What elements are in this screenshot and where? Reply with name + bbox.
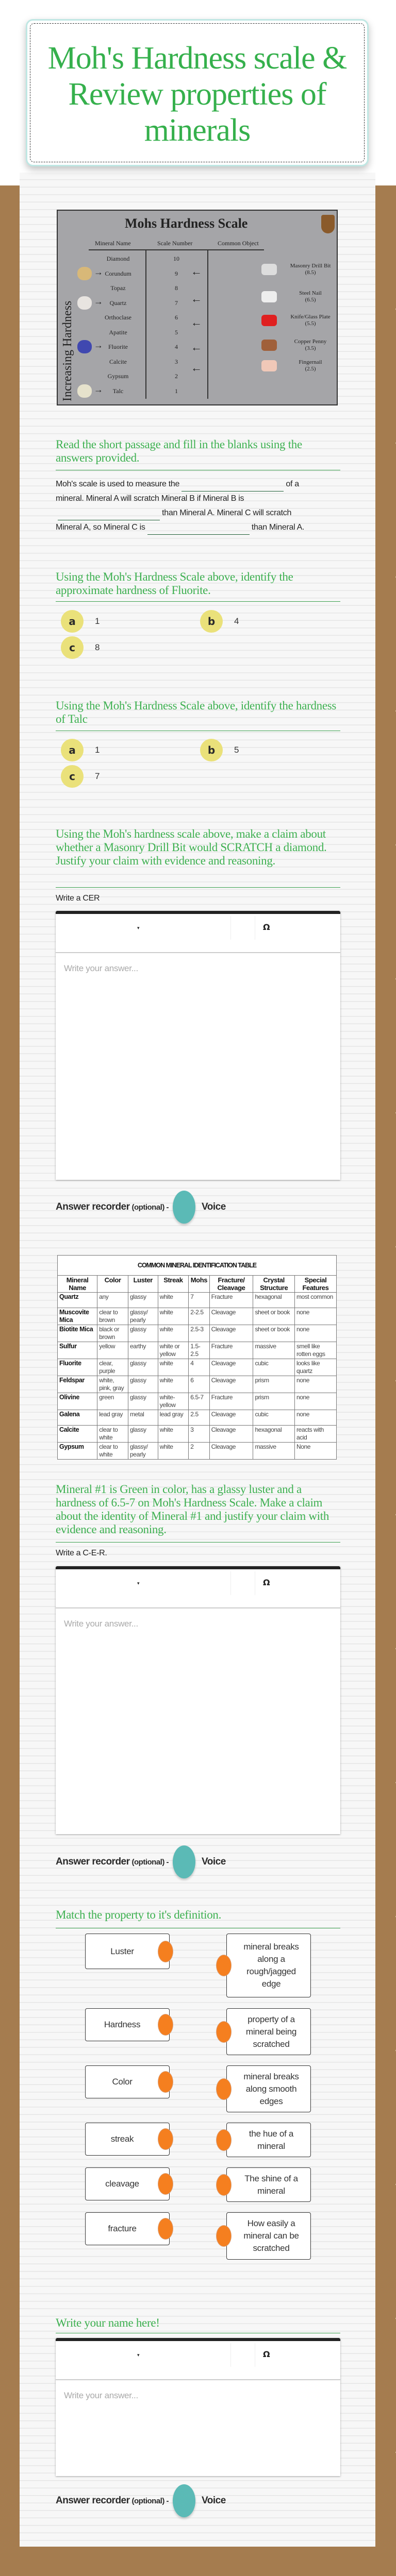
record-button[interactable]	[173, 1845, 195, 1878]
match-connector-right[interactable]	[216, 2129, 232, 2151]
table-cell: earthy	[128, 1342, 158, 1359]
table-title: COMMON MINERAL IDENTIFICATION TABLE	[58, 1256, 337, 1276]
recorder-label: Answer recorder	[56, 1856, 130, 1867]
table-row	[58, 1443, 337, 1460]
table-cell: Cleavage	[209, 1410, 253, 1426]
table-cell: none	[294, 1308, 336, 1325]
mohs-title: Mohs Hardness Scale	[125, 216, 248, 231]
mohs-scale-number: 8	[175, 284, 178, 292]
recorder-optional: (optional) -	[131, 2496, 169, 2505]
table-cell: glassy	[128, 1376, 158, 1393]
heading-rule	[56, 601, 340, 602]
q3-heading: Using the Moh's Hardness Scale above, identify the hardness of Talc	[56, 699, 337, 725]
mohs-mineral-name: Gypsum	[107, 372, 129, 380]
mohs-mineral-name: Diamond	[106, 255, 130, 262]
table-cell: glassy/ pearly	[128, 1443, 158, 1460]
mineral-sample-image	[77, 384, 92, 398]
table-header: Mineral Name	[58, 1276, 97, 1293]
mohs-scale-image	[57, 210, 338, 405]
table-cell: Cleavage	[209, 1443, 253, 1460]
object-image	[261, 340, 277, 351]
voice-label: Voice	[202, 2495, 226, 2506]
mohs-scale-number: 6	[175, 314, 178, 321]
table-cell: Gypsum	[58, 1443, 97, 1460]
column-divider	[145, 249, 146, 399]
table-cell: Cleavage	[209, 1359, 253, 1376]
blank-3[interactable]	[147, 523, 250, 535]
answer-recorder-2	[56, 1845, 226, 1878]
table-cell: none	[294, 1393, 336, 1410]
table-header: Streak	[158, 1276, 189, 1293]
table-cell: Muscovite Mica	[58, 1308, 97, 1325]
answer-recorder-3	[56, 2484, 226, 2517]
mineral-sample-image	[77, 340, 92, 353]
table-cell: glassy/ pearly	[128, 1308, 158, 1325]
match-definition[interactable]: How easily a mineral can be scratched	[226, 2212, 311, 2260]
table-cell: Fluorite	[58, 1359, 97, 1376]
match-definition[interactable]: The shine of a mineral	[226, 2167, 311, 2202]
passage-text: Mineral A, so Mineral C is	[56, 523, 145, 532]
object-name: Masonry Drill Bit	[290, 263, 331, 269]
editor-toolbar	[56, 2341, 340, 2380]
common-object-label	[285, 338, 336, 352]
table-cell: white	[158, 1376, 189, 1393]
option-letter-badge: c	[61, 765, 84, 788]
voice-label: Voice	[202, 1856, 226, 1867]
table-cell: Sulfur	[58, 1342, 97, 1359]
object-image	[261, 315, 277, 326]
recorder-optional: (optional) -	[131, 1202, 169, 1212]
passage-text: mineral. Mineral A will scratch Mineral B if Mineral B is	[56, 494, 244, 503]
table-cell: glassy	[128, 1293, 158, 1308]
editor-toolbar	[56, 914, 340, 953]
table-cell: Cleavage	[209, 1426, 253, 1443]
object-hardness: (3.5)	[305, 345, 316, 351]
mohs-mineral-name: Fluorite	[108, 343, 128, 350]
option-letter-badge: a	[61, 739, 84, 761]
table-cell: glassy	[128, 1359, 158, 1376]
table-cell: hexagonal	[253, 1293, 295, 1308]
table-header: Mohs	[189, 1276, 209, 1293]
column-divider	[207, 249, 208, 399]
table-cell: Fracture	[209, 1393, 253, 1410]
option-letter-badge: b	[200, 739, 223, 761]
table-row	[58, 1376, 337, 1393]
option-b[interactable]	[200, 610, 239, 633]
q5-heading: Mineral #1 is Green in color, has a glassy luster and a hardness of 6.5-7 on Moh's Hardness Scale. Make a claim about the identity of Mineral #1 and justify your claim with evidence and reasoning.	[56, 1483, 329, 1536]
mohs-scale-number: 2	[175, 372, 178, 380]
table-cell: none	[294, 1325, 336, 1342]
table-cell: white	[158, 1308, 189, 1325]
answer-recorder-1	[56, 1191, 226, 1224]
option-b[interactable]	[200, 739, 239, 761]
match-definition[interactable]: mineral breaks along smooth edges	[226, 2065, 311, 2112]
table-cell: massive	[253, 1443, 295, 1460]
match-connector-right[interactable]	[216, 2078, 232, 2100]
table-row	[58, 1293, 337, 1308]
table-cell: black or brown	[97, 1325, 128, 1342]
match-definition[interactable]: property of a mineral being scratched	[226, 2008, 311, 2055]
table-cell: Feldspar	[58, 1376, 97, 1393]
option-c[interactable]	[61, 636, 100, 659]
table-cell: 2.5-3	[189, 1325, 209, 1342]
object-image	[261, 360, 277, 371]
mohs-mineral-name: Topaz	[110, 284, 126, 292]
page-title: Moh's Hardness scale & Review properties of minerals	[47, 41, 347, 148]
table-cell: Quartz	[58, 1293, 97, 1308]
table-cell: clear to white	[97, 1443, 128, 1460]
table-row	[58, 1426, 337, 1443]
option-text: 1	[95, 616, 100, 626]
header-scale: Scale Number	[157, 240, 193, 247]
common-object-label	[285, 314, 336, 327]
common-object-label	[285, 290, 336, 303]
arrow-left-icon: ←	[191, 316, 202, 329]
table-cell: cubic	[253, 1359, 295, 1376]
table-cell: reacts with acid	[294, 1426, 336, 1443]
match-connector-left[interactable]	[158, 2071, 173, 2093]
font-dropdown-caret-icon[interactable]: ▾	[137, 925, 140, 930]
voice-label: Voice	[202, 1201, 226, 1212]
table-cell: 6.5-7	[189, 1393, 209, 1410]
table-cell: white or yellow	[158, 1342, 189, 1359]
editor-toolbar	[56, 1569, 340, 1608]
q1-passage	[56, 477, 344, 535]
heading-rule	[56, 887, 340, 888]
table-cell: 2.5	[189, 1410, 209, 1426]
passage-text: than Mineral A.	[251, 523, 305, 532]
mohs-mineral-name: Orthoclase	[105, 314, 131, 321]
q7-heading: Write your name here!	[56, 2316, 160, 2329]
mohs-scale-number: 4	[175, 343, 178, 350]
table-header: Crystal Structure	[253, 1276, 295, 1293]
answer-textarea[interactable]: Write your answer...	[64, 963, 138, 973]
match-term[interactable]: cleavage	[85, 2167, 170, 2200]
option-text: 4	[234, 616, 239, 626]
table-cell: hexagonal	[253, 1426, 295, 1443]
header-object: Common Object	[218, 240, 259, 247]
match-term[interactable]: fracture	[85, 2212, 170, 2245]
table-cell: sheet or book	[253, 1325, 295, 1342]
table-cell: Galena	[58, 1410, 97, 1426]
table-row	[58, 1359, 337, 1376]
table-cell: Biotite Mica	[58, 1325, 97, 1342]
title-card	[26, 19, 369, 166]
blank-2[interactable]	[58, 509, 160, 520]
option-text: 7	[95, 771, 100, 781]
object-hardness: (2.5)	[305, 366, 316, 372]
table-cell: clear to white	[97, 1426, 128, 1443]
option-text: 1	[95, 745, 100, 755]
passage-text: of a	[286, 480, 299, 488]
special-character-button[interactable]: Ω	[263, 1578, 270, 1587]
table-cell: metal	[128, 1410, 158, 1426]
mohs-mineral-name: Talc	[112, 387, 124, 395]
cer-editor-2[interactable]	[56, 1566, 340, 1834]
mohs-scale-number: 7	[175, 299, 178, 307]
table-cell: None	[294, 1443, 336, 1460]
q4-heading: Using the Moh's hardness scale above, make a claim about whether a Masonry Drill Bit would SCRATCH a diamond. Justify your claim with evidence and reasoning.	[56, 827, 327, 867]
table-cell: 1.5-2.5	[189, 1342, 209, 1359]
table-cell: any	[97, 1293, 128, 1308]
table-cell: 2-2.5	[189, 1308, 209, 1325]
match-connector-left[interactable]	[158, 2173, 173, 2195]
table-cell: sheet or book	[253, 1308, 295, 1325]
record-button[interactable]	[173, 1191, 195, 1224]
option-letter-badge: a	[61, 610, 84, 633]
match-connector-left[interactable]	[158, 1941, 173, 1962]
answer-textarea[interactable]: Write your answer...	[64, 2391, 138, 2400]
table-cell: glassy	[128, 1325, 158, 1342]
option-text: 5	[234, 745, 239, 755]
object-hardness: (6.5)	[305, 297, 316, 303]
option-a[interactable]	[61, 610, 100, 633]
name-editor[interactable]	[56, 2338, 340, 2476]
arrow-left-icon: ←	[191, 361, 202, 374]
match-connector-right[interactable]	[216, 2225, 232, 2247]
arrow-left-icon: ←	[191, 265, 202, 278]
arrow-left-icon: ←	[191, 341, 202, 353]
mohs-scale-number: 3	[175, 358, 178, 365]
table-row	[58, 1308, 337, 1325]
table-cell: green	[97, 1393, 128, 1410]
table-cell: Fracture	[209, 1342, 253, 1359]
table-cell: none	[294, 1376, 336, 1393]
q1-heading: Read the short passage and fill in the blanks using the answers provided.	[56, 438, 302, 464]
object-name: Steel Nail	[299, 290, 322, 296]
table-cell: white	[158, 1359, 189, 1376]
table-cell: clear, purple	[97, 1359, 128, 1376]
table-header: Luster	[128, 1276, 158, 1293]
mohs-scale-number: 10	[173, 255, 179, 262]
table-cell: glassy	[128, 1426, 158, 1443]
table-header: Special Features	[294, 1276, 336, 1293]
mohs-scale-number: 9	[175, 269, 178, 277]
table-header: Fracture/ Cleavage	[209, 1276, 253, 1293]
mohs-mineral-name: Quartz	[109, 299, 127, 307]
mohs-mineral-name: Calcite	[109, 358, 127, 365]
passage-text: than Mineral A. Mineral C will scratch	[162, 509, 292, 517]
table-cell: lead gray	[97, 1410, 128, 1426]
common-object-label	[285, 359, 336, 372]
match-term[interactable]: streak	[85, 2123, 170, 2156]
park-service-logo-icon	[321, 215, 335, 233]
record-button[interactable]	[173, 2484, 195, 2517]
object-image	[261, 264, 277, 275]
arrow-icon: →	[94, 340, 103, 350]
recorder-label: Answer recorder	[56, 2495, 130, 2506]
special-character-button[interactable]: Ω	[263, 922, 270, 932]
table-cell: Cleavage	[209, 1325, 253, 1342]
mohs-scale-number: 5	[175, 328, 178, 336]
match-connector-left[interactable]	[158, 2128, 173, 2150]
table-cell: Cleavage	[209, 1376, 253, 1393]
q2-heading: Using the Moh's Hardness Scale above, identify the approximate hardness of Fluorite.	[56, 570, 293, 597]
table-cell: glassy	[128, 1393, 158, 1410]
table-header: Color	[97, 1276, 128, 1293]
table-cell: white	[158, 1293, 189, 1308]
answer-textarea[interactable]: Write your answer...	[64, 1619, 138, 1629]
cer-editor-1[interactable]	[56, 911, 340, 1180]
object-hardness: (8.5)	[305, 269, 316, 276]
match-connector-left[interactable]	[158, 2014, 173, 2036]
font-dropdown-caret-icon[interactable]: ▾	[137, 2352, 140, 2358]
common-object-label	[285, 263, 336, 276]
table-row	[58, 1325, 337, 1342]
match-connector-right[interactable]	[216, 1955, 232, 1976]
table-cell: white, pink, gray	[97, 1376, 128, 1393]
table-cell: prism	[253, 1393, 295, 1410]
special-character-button[interactable]: Ω	[263, 2349, 270, 2359]
table-cell: most common	[294, 1293, 336, 1308]
object-name: Fingernail	[299, 359, 322, 365]
table-cell: lead gray	[158, 1410, 189, 1426]
q6-heading: Match the property to it's definition.	[56, 1908, 222, 1921]
match-definition[interactable]: the hue of a mineral	[226, 2123, 311, 2157]
match-connector-right[interactable]	[216, 2021, 232, 2043]
table-cell: Fracture	[209, 1293, 253, 1308]
recorder-optional: (optional) -	[131, 1857, 169, 1867]
q5-label: Write a C-E-R.	[56, 1549, 107, 1557]
table-cell: 7	[189, 1293, 209, 1308]
mohs-scale-number: 1	[175, 387, 178, 395]
mineral-identification-table	[57, 1255, 337, 1460]
object-name: Knife/Glass Plate	[290, 314, 331, 320]
option-c[interactable]	[61, 765, 100, 788]
arrow-icon: →	[94, 384, 103, 395]
table-cell: Cleavage	[209, 1308, 253, 1325]
table-cell: white	[158, 1443, 189, 1460]
mohs-mineral-name: Apatite	[109, 328, 127, 336]
match-term[interactable]: Luster	[85, 1934, 170, 1969]
table-row	[58, 1342, 337, 1359]
arrow-icon: →	[94, 296, 103, 307]
table-cell: smell like rotten eggs	[294, 1342, 336, 1359]
table-row	[58, 1410, 337, 1426]
mineral-sample-image	[77, 267, 92, 280]
table-cell: 4	[189, 1359, 209, 1376]
match-term[interactable]: Color	[85, 2065, 170, 2098]
object-name: Copper Penny	[294, 338, 327, 345]
mineral-sample-image	[77, 296, 92, 310]
table-cell: cubic	[253, 1410, 295, 1426]
arrow-left-icon: ←	[191, 292, 202, 305]
table-cell: none	[294, 1410, 336, 1426]
match-term[interactable]: Hardness	[85, 2008, 170, 2041]
mohs-side-label: Increasing Hardness	[61, 300, 74, 401]
table-cell: massive	[253, 1342, 295, 1359]
table-row	[58, 1393, 337, 1410]
recorder-label: Answer recorder	[56, 1201, 130, 1212]
mohs-mineral-name: Corundum	[105, 269, 131, 277]
table-divider	[89, 249, 264, 250]
arrow-icon: →	[94, 266, 103, 277]
header-mineral: Mineral Name	[95, 240, 131, 247]
table-cell: Olivine	[58, 1393, 97, 1410]
match-connector-left[interactable]	[158, 2218, 173, 2240]
table-cell: 6	[189, 1376, 209, 1393]
table-cell: clear to brown	[97, 1308, 128, 1325]
option-letter-badge: c	[61, 636, 84, 659]
table-cell: 3	[189, 1426, 209, 1443]
table-cell: white-yellow	[158, 1393, 189, 1410]
q4-label: Write a CER	[56, 894, 100, 903]
table-cell: prism	[253, 1376, 295, 1393]
table-cell: white	[158, 1325, 189, 1342]
option-text: 8	[95, 642, 100, 652]
font-dropdown-caret-icon[interactable]: ▾	[137, 1581, 140, 1586]
heading-rule	[56, 1542, 340, 1543]
table-cell: looks like quartz	[294, 1359, 336, 1376]
option-a[interactable]	[61, 739, 100, 761]
table-cell: Calcite	[58, 1426, 97, 1443]
match-definition[interactable]: mineral breaks along a rough/jagged edge	[226, 1934, 311, 1997]
table-cell: 2	[189, 1443, 209, 1460]
match-connector-right[interactable]	[216, 2174, 232, 2196]
table-cell: white	[158, 1426, 189, 1443]
object-hardness: (5.5)	[305, 320, 316, 327]
passage-text: Moh's scale is used to measure the	[56, 480, 180, 488]
option-letter-badge: b	[200, 610, 223, 633]
object-image	[261, 291, 277, 302]
table-cell: yellow	[97, 1342, 128, 1359]
blank-1[interactable]	[182, 480, 284, 492]
